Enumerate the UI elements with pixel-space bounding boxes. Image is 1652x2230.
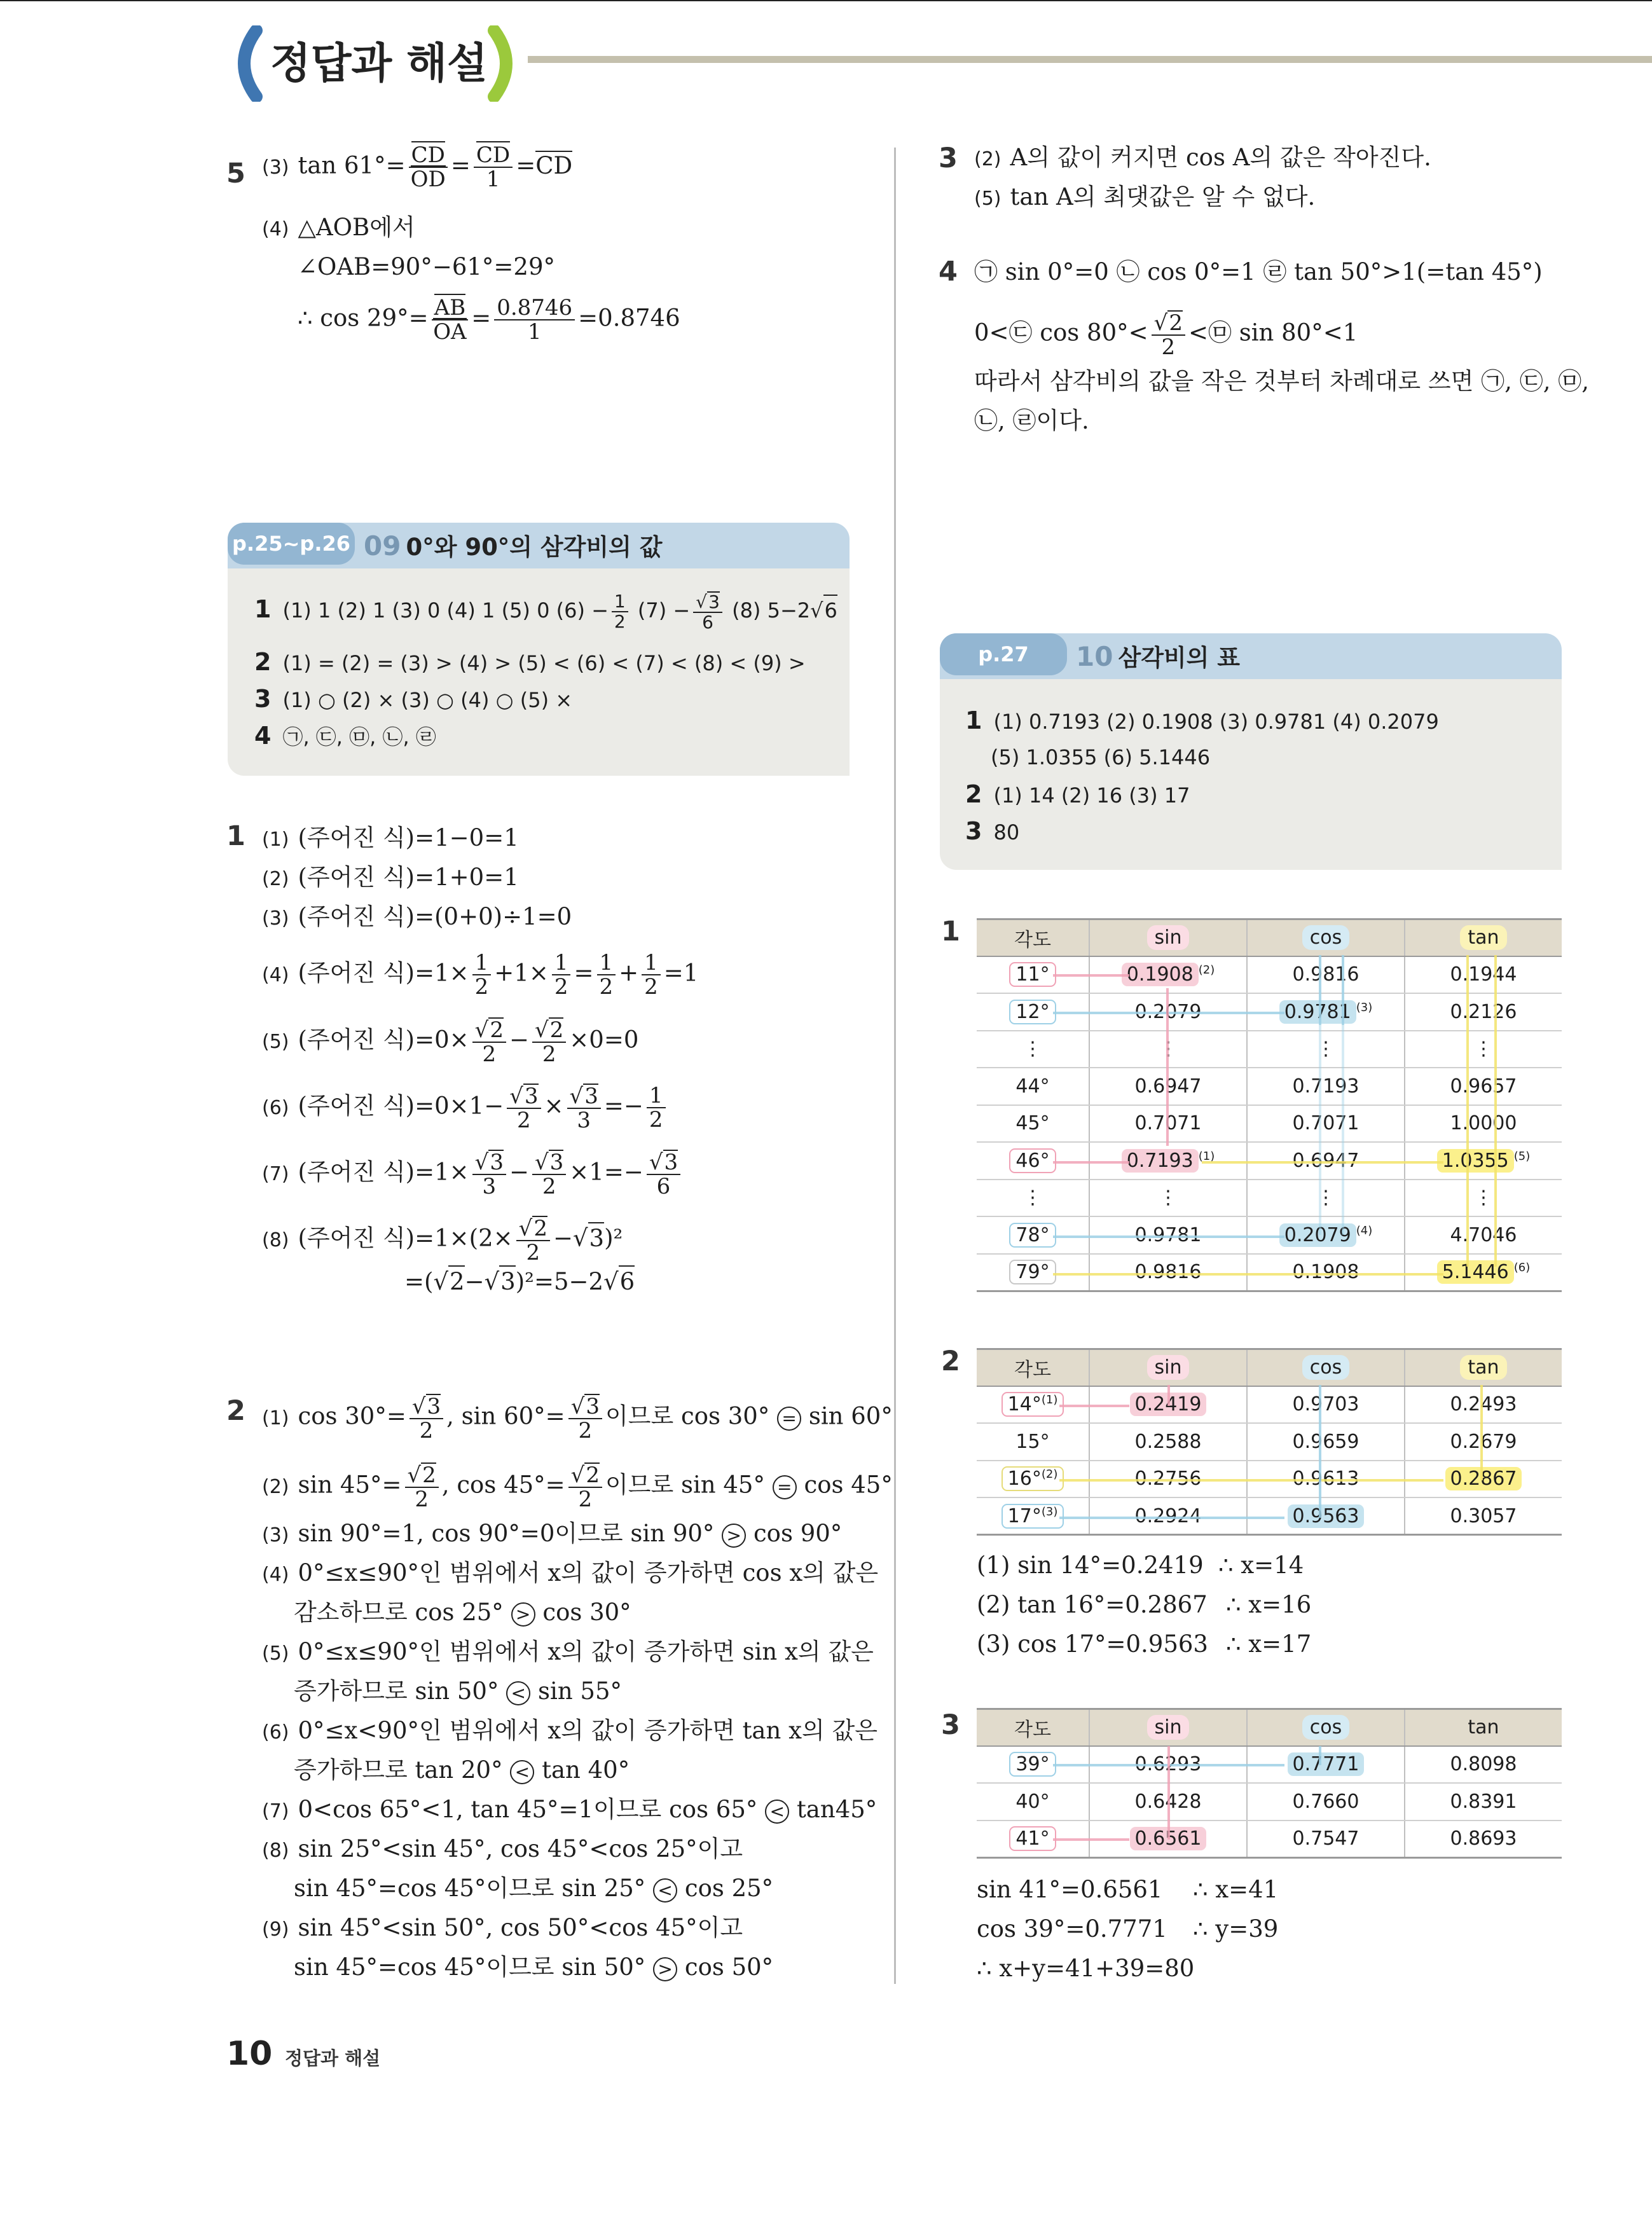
rq4-b: 0<㉢ cos 80°< $\frac{√2}{2}$ <㉤ sin 80°<1: [974, 310, 1358, 360]
rq4-a: ㉠ sin 0°=0 ㉡ cos 0°=1 ㉣ tan 50°>1(=tan 45°): [974, 258, 1543, 286]
sol2-2: (2) sin 45°= $\frac{√2}{2}$ , cos 45°= $\frac{√2}{2}$ 이므로 sin 45° = cos 45°: [262, 1463, 893, 1512]
sol1-7: (7) (주어진 식)=1× $\frac{√3}{3}$ − $\frac{√3}{2}$ ×1=− $\frac{√3}{6}$: [262, 1150, 684, 1198]
sine-table-2: [977, 1348, 1562, 1536]
sol2-9b: sin 45°=cos 45°이므로 sin 50° > cos 50°: [294, 1953, 774, 1981]
header-angle: 각도: [977, 919, 1089, 956]
sine-table-3: [977, 1708, 1562, 1859]
sol1-8b: =(√2−√3)²=5−2√6: [404, 1265, 635, 1297]
table-row: 46° 0.7193 $^{(1)}$ 0.6947 1.0355 $^{(5)}$: [977, 1142, 1562, 1180]
footer-label: 정답과 해설: [285, 2048, 381, 2069]
header-tan: tan: [1460, 925, 1506, 950]
sol2-3: (3) sin 90°=1, cos 90°=0이므로 sin 90° > cos 90°: [262, 1520, 843, 1547]
s09-answer-1: 1 (1) 1 (2) 1 (3) 0 (4) 1 (5) 0 (6) − $\frac{1}{2}$ (7) − $\frac{√3}{6}$ (8) 5−2√6: [254, 591, 837, 633]
sol2-sign: >: [653, 1957, 677, 1981]
table2-number: 2: [941, 1346, 960, 1377]
table-row: 40° 0.6428 0.7660 0.8391: [977, 1783, 1562, 1820]
sol2-1: (1) cos 30°= $\frac{√3}{2}$ , sin 60°= $\frac{√3}{2}$ 이므로 cos 30° = sin 60°: [262, 1394, 893, 1443]
header-tan: tan: [1405, 1709, 1562, 1746]
table-row: 39° 0.6293 0.7771 0.8098: [977, 1746, 1562, 1784]
table3-number: 3: [941, 1709, 960, 1741]
section-09-title: 09 0°와 90°의 삼각비의 값: [364, 530, 663, 561]
sol2-9a: (9) sin 45°<sin 50°, cos 50°<cos 45°이고: [262, 1914, 743, 1941]
sol2-8a: (8) sin 25°<sin 45°, cos 45°<cos 25°이고: [262, 1835, 743, 1862]
t3-sol-1: sin 41°=0.6561 ∴ x=41: [977, 1876, 1279, 1903]
sol2-sign: =: [777, 1407, 801, 1431]
q5-number: 5: [226, 158, 245, 189]
sol2-5b: 증가하므로 sin 50° < sin 55°: [294, 1677, 622, 1705]
table-row: 14°$^{(1)}$ 0.2419 0.9703 0.2493: [977, 1386, 1562, 1424]
t2-sol-3: (3) cos 17°=0.9563 ∴ x=17: [977, 1630, 1312, 1658]
t3-sol-3: ∴ x+y=41+39=80: [977, 1955, 1195, 1982]
sol1-3: (3) (주어진 식)=(0+0)÷1=0: [262, 903, 572, 930]
table1-number: 1: [941, 916, 960, 947]
right-bracket-icon: [486, 25, 525, 102]
table-row: 78° 0.9781 0.2079 $^{(4)}$ 4.7046: [977, 1216, 1562, 1254]
sol1-4: (4) (주어진 식)=1× $\frac{1}{2}$ +1× $\frac{1}{2}$ = $\frac{1}{2}$ + $\frac{1}{2}$ =1: [262, 950, 699, 1000]
table-row: 44° 0.6947 0.7193 0.9657: [977, 1068, 1562, 1105]
rq4-c2: ㉡, ㉣이다.: [974, 407, 1089, 434]
section-10-pages: p.27: [940, 633, 1067, 675]
table-row: 45° 0.7071 0.7071 1.0000: [977, 1105, 1562, 1143]
table-row: 16°$^{(2)}$ 0.2756 0.9613 0.2867: [977, 1461, 1562, 1498]
sol2-8b: sin 45°=cos 45°이므로 sin 25° < cos 25°: [294, 1875, 774, 1902]
table-row: 41° 0.6561 0.7547 0.8693: [977, 1820, 1562, 1858]
sol2-sign: =: [773, 1475, 797, 1499]
header-rule: [528, 56, 1652, 63]
rq3-5: (5) tan A의 최댓값은 알 수 없다.: [974, 183, 1316, 210]
sol2-sign: <: [510, 1760, 534, 1784]
header-cos: cos: [1302, 1355, 1349, 1380]
t3-sol-2: cos 39°=0.7771 ∴ y=39: [977, 1915, 1279, 1943]
header-sin: sin: [1147, 1355, 1190, 1380]
rq4-c1: 따라서 삼각비의 값을 작은 것부터 차례대로 쓰면 ㉠, ㉢, ㉤,: [974, 368, 1589, 395]
rq4-number: 4: [939, 256, 958, 287]
t2-sol-2: (2) tan 16°=0.2867 ∴ x=16: [977, 1591, 1312, 1618]
rq3-2: (2) A의 값이 커지면 cos A의 값은 작아진다.: [974, 144, 1431, 171]
sol1-8: (8) (주어진 식)=1×(2× $\frac{√2}{2}$ −√3)²: [262, 1216, 623, 1265]
s10-answer-3: 3 80: [965, 817, 1020, 845]
sol2-5a: (5) 0°≤x≤90°인 범위에서 x의 값이 증가하면 sin x의 값은: [262, 1638, 874, 1665]
sol2-number: 2: [226, 1395, 245, 1427]
header-angle: 각도: [977, 1709, 1089, 1746]
sol2-6a: (6) 0°≤x<90°인 범위에서 x의 값이 증가하면 tan x의 값은: [262, 1717, 878, 1744]
t2-sol-1: (1) sin 14°=0.2419 ∴ x=14: [977, 1552, 1304, 1579]
sol2-4a: (4) 0°≤x≤90°인 범위에서 x의 값이 증가하면 cos x의 값은: [262, 1559, 879, 1586]
sol1-5: (5) (주어진 식)=0× $\frac{√2}{2}$ − $\frac{√2}{2}$ ×0=0: [262, 1017, 639, 1067]
header-cos: cos: [1302, 925, 1349, 950]
table-row: 15° 0.2588 0.9659 0.2679: [977, 1423, 1562, 1461]
header-angle: 각도: [977, 1349, 1089, 1386]
sol1-1: (1) (주어진 식)=1−0=1: [262, 824, 519, 851]
table-row: ⋮ ⋮ ⋮ ⋮: [977, 1031, 1562, 1068]
sol2-6b: 증가하므로 tan 20° < tan 40°: [294, 1756, 630, 1784]
q5-angle: ∠OAB=90°−61°=29°: [298, 253, 555, 280]
header-sin: sin: [1147, 1715, 1190, 1740]
sol2-sign: <: [506, 1681, 530, 1705]
q5-cos: ∴ cos 29°= $\frac{AB}{OA}$ = $\frac{0.8746}{1}$ =0.8746: [298, 295, 680, 345]
sol2-sign: <: [653, 1878, 677, 1903]
sine-table-1: [977, 918, 1562, 1292]
s10-answer-1a: 1 (1) 0.7193 (2) 0.1908 (3) 0.9781 (4) 0.2079: [965, 706, 1439, 734]
s09-answer-3: 3 (1) ○ (2) × (3) ○ (4) ○ (5) ×: [254, 685, 573, 713]
header-cos: cos: [1302, 1715, 1349, 1740]
q5-line3: (3) tan 61°= $\frac{CD}{OD}$ = $\frac{CD}{1}$ =CD: [262, 142, 573, 192]
s09-answer-2: 2 (1) = (2) = (3) > (4) > (5) < (6) < (7) < (8) < (9) >: [254, 648, 806, 676]
sol1-6: (6) (주어진 식)=0×1− $\frac{√3}{2}$ × $\frac{√3}{3}$ =− $\frac{1}{2}$: [262, 1084, 669, 1132]
table-row: 12° 0.2079 0.9781 $^{(3)}$ 0.2126: [977, 993, 1562, 1031]
table-row: 11° 0.1908 $^{(2)}$ 0.9816 0.1944: [977, 956, 1562, 994]
table-row: ⋮ ⋮ ⋮ ⋮: [977, 1180, 1562, 1217]
sol1-number: 1: [226, 820, 245, 852]
sol2-sign: >: [511, 1602, 535, 1627]
sol2-sign: <: [765, 1800, 789, 1824]
s10-answer-1b: (5) 1.0355 (6) 5.1446: [991, 745, 1211, 769]
section-10-title: 10 삼각비의 표: [1076, 641, 1241, 672]
section-09-pages: p.25~p.26: [228, 523, 355, 565]
left-bracket-icon: [226, 25, 264, 102]
q5-line4: (4) △AOB에서: [262, 214, 415, 241]
table-row: 17°$^{(3)}$ 0.2924 0.9563 0.3057: [977, 1497, 1562, 1535]
page-number: 10: [226, 2035, 273, 2073]
sol2-4b: 감소하므로 cos 25° > cos 30°: [294, 1599, 631, 1626]
sol2-sign: >: [722, 1524, 746, 1548]
header-title: 정답과 해설: [270, 39, 488, 88]
column-divider: [894, 148, 896, 1984]
table-row: 79° 0.9816 0.1908 5.1446 $^{(6)}$: [977, 1254, 1562, 1291]
rq3-number: 3: [939, 142, 958, 174]
sol1-2: (2) (주어진 식)=1+0=1: [262, 864, 519, 891]
s10-answer-2: 2 (1) 14 (2) 16 (3) 17: [965, 780, 1190, 808]
header-tan: tan: [1460, 1355, 1506, 1380]
header-sin: sin: [1147, 925, 1190, 950]
s09-answer-4: 4 ㉠, ㉢, ㉤, ㉡, ㉣: [254, 722, 436, 750]
sol2-7: (7) 0<cos 65°<1, tan 45°=1이므로 cos 65° < tan45°: [262, 1796, 878, 1823]
